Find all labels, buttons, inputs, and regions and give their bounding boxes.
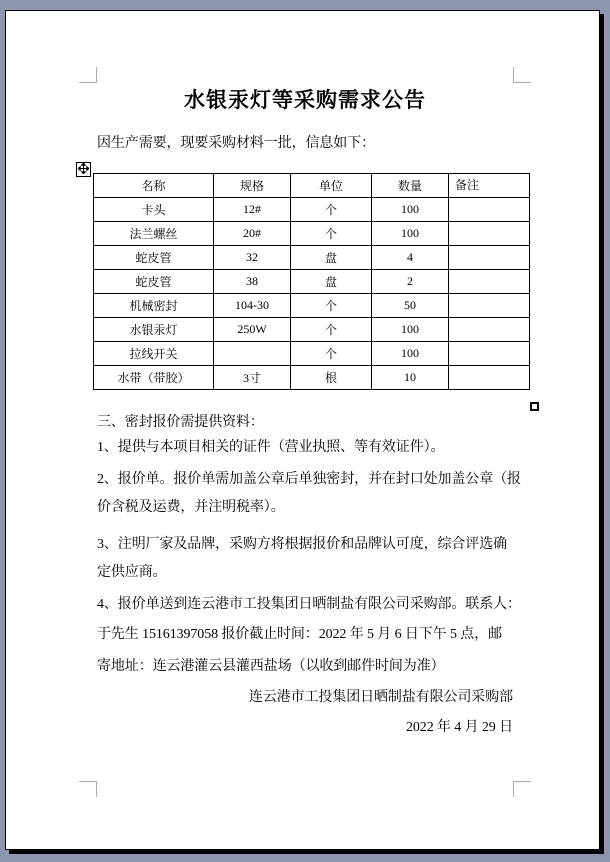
section-heading: 三、密封报价需提供资料： [97, 415, 264, 430]
body-line-item2-1: 2、报价单。报价单需加盖公章后单独密封，并在封口处加盖公章（报 [97, 472, 521, 487]
cell-unit: 盘 [291, 246, 372, 270]
table-row [94, 222, 530, 246]
table-row [94, 294, 530, 318]
header-cell-quantity: 数量 [372, 174, 449, 198]
cell-name: 机械密封 [94, 294, 214, 318]
cell-name: 蛇皮管 [94, 246, 214, 270]
table-row [94, 198, 530, 222]
body-line-item3-1: 3、注明厂家及品牌，采购方将根据报价和品牌认可度，综合评选确 [97, 537, 507, 552]
cell-spec: 104-30 [214, 294, 291, 318]
cell-spec: 250W [214, 318, 291, 342]
margin-crop-mark-top-right [513, 67, 531, 83]
cell-unit: 个 [291, 294, 372, 318]
cell-name: 法兰螺丝 [94, 222, 214, 246]
cell-quantity: 100 [372, 342, 449, 366]
body-line-item3-2: 定供应商。 [97, 565, 167, 580]
cell-unit: 个 [291, 342, 372, 366]
cell-spec: 3寸 [214, 366, 291, 390]
header-cell-spec: 规格 [214, 174, 291, 198]
cell-quantity: 100 [372, 318, 449, 342]
cell-spec: 20# [214, 222, 291, 246]
cell-quantity: 100 [372, 222, 449, 246]
table-row [94, 366, 530, 390]
table-row [94, 270, 530, 294]
table-row [94, 342, 530, 366]
cell-remark [449, 246, 530, 270]
cell-spec [214, 342, 291, 366]
body-line-item1: 1、提供与本项目相关的证件（营业执照、等有效证件）。 [97, 440, 445, 455]
header-cell-unit: 单位 [291, 174, 372, 198]
page-title: 水银汞灯等采购需求公告 [184, 88, 426, 112]
signature-line: 连云港市工投集团日晒制盐有限公司采购部 [248, 690, 513, 705]
body-line-item4-3: 寄地址：连云港灌云县灌西盐场（以收到邮件时间为准） [97, 659, 445, 674]
header-cell-name: 名称 [94, 174, 214, 198]
cell-remark [449, 342, 530, 366]
cell-unit: 个 [291, 318, 372, 342]
cell-name: 水银汞灯 [94, 318, 214, 342]
table-row [94, 318, 530, 342]
cell-quantity: 100 [372, 198, 449, 222]
margin-crop-mark-bottom-left [79, 781, 97, 797]
body-line-item2-2: 价含税及运费，并注明税率）。 [97, 500, 285, 515]
date-line: 2022 年 4 月 29 日 [406, 720, 513, 735]
cell-quantity: 50 [372, 294, 449, 318]
cell-quantity: 10 [372, 366, 449, 390]
cell-remark [449, 366, 530, 390]
cell-name: 拉线开关 [94, 342, 214, 366]
cell-remark [449, 294, 530, 318]
margin-crop-mark-top-left [79, 67, 97, 83]
margin-crop-mark-bottom-right [513, 781, 531, 797]
body-line-item4-1: 4、报价单送到连云港市工投集团日晒制盐有限公司采购部。联系人： [97, 597, 521, 612]
cell-name: 卡头 [94, 198, 214, 222]
header-cell-remark: 备注 [449, 174, 530, 198]
cell-spec: 38 [214, 270, 291, 294]
cell-unit: 个 [291, 198, 372, 222]
cell-unit: 盘 [291, 270, 372, 294]
cell-unit: 个 [291, 222, 372, 246]
cell-remark [449, 318, 530, 342]
document-page [5, 10, 600, 850]
table-header-row [94, 174, 530, 198]
intro-paragraph: 因生产需要，现要采购材料一批，信息如下： [97, 136, 375, 151]
cell-unit: 根 [291, 366, 372, 390]
table-move-handle[interactable] [76, 162, 91, 177]
procurement-table [93, 173, 530, 390]
cell-remark [449, 222, 530, 246]
cell-spec: 32 [214, 246, 291, 270]
table-resize-handle[interactable] [530, 402, 539, 411]
cell-remark [449, 198, 530, 222]
table-row [94, 246, 530, 270]
move-cross-icon [78, 161, 89, 179]
cell-remark [449, 270, 530, 294]
cell-quantity: 2 [372, 270, 449, 294]
cell-spec: 12# [214, 198, 291, 222]
cell-name: 蛇皮管 [94, 270, 214, 294]
cell-name: 水带（带胶） [94, 366, 214, 390]
body-line-item4-2: 于先生 15161397058 报价截止时间：2022 年 5 月 6 日下午 5 点，邮 [97, 627, 502, 642]
cell-quantity: 4 [372, 246, 449, 270]
